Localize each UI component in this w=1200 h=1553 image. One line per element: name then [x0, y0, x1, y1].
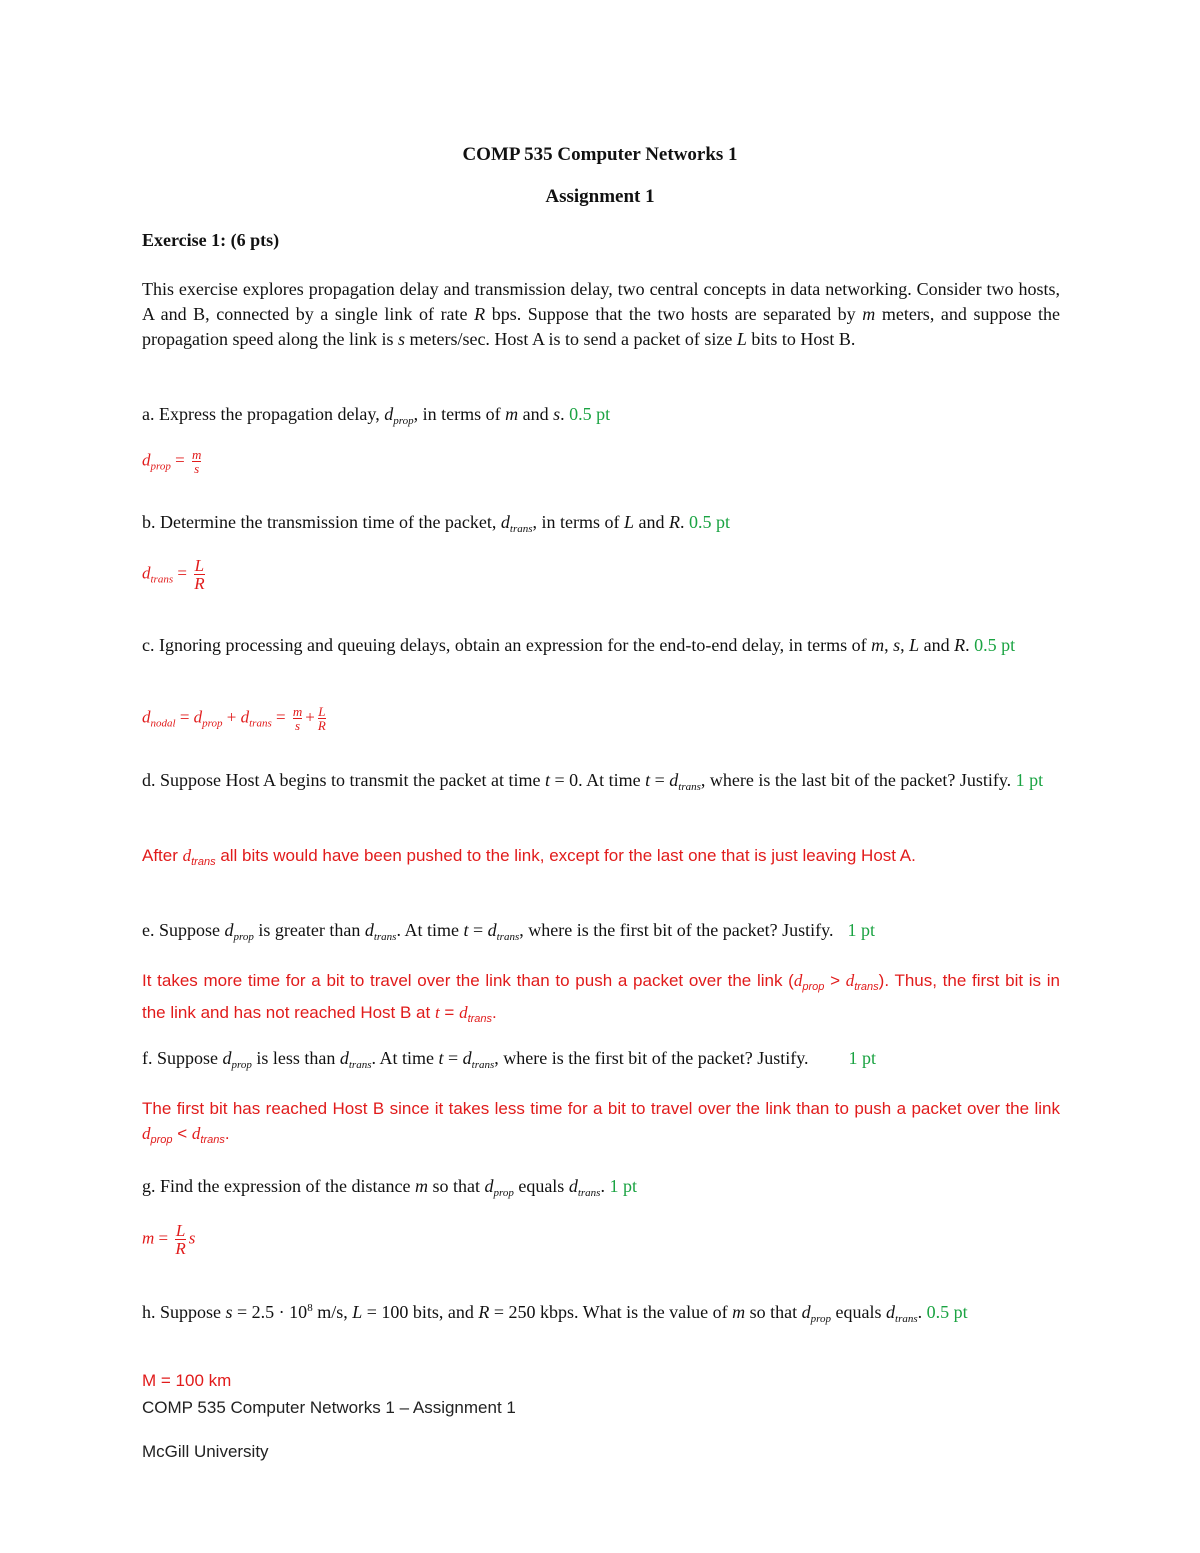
question-text: . — [917, 1302, 927, 1322]
fraction — [192, 448, 201, 475]
var-d: d — [484, 1176, 494, 1196]
fraction — [175, 1222, 185, 1257]
subscript: trans — [854, 981, 879, 993]
var-m: m — [414, 1176, 428, 1196]
question-text: so that — [427, 1176, 485, 1196]
question-text: . — [600, 1176, 610, 1196]
intro-text: bits to Host B. — [746, 329, 856, 349]
var-s: s — [893, 635, 901, 655]
subscript: prop — [150, 1134, 173, 1146]
var-s: s — [225, 1302, 233, 1322]
var-R: R — [478, 1302, 490, 1322]
var-d: d — [240, 707, 250, 727]
equals: = — [271, 707, 290, 727]
answer-a — [142, 448, 204, 475]
question-text: and — [634, 512, 670, 532]
answer-e — [142, 968, 1060, 1032]
question-f — [142, 1046, 1060, 1078]
var-d: d — [500, 512, 510, 532]
subscript: trans — [895, 1313, 918, 1325]
equals: = — [175, 707, 194, 727]
exponent: 8 — [307, 1302, 313, 1314]
question-text: c. Ignoring processing and queuing delays, obtain an expression for the end-to-end delay, in terms of — [142, 635, 872, 655]
var-L: L — [624, 512, 635, 532]
question-text: . At time — [396, 920, 464, 940]
intro-var-L: L — [736, 329, 747, 349]
var-t: t — [463, 920, 469, 940]
var-d: d — [487, 920, 497, 940]
var-d: d — [801, 1302, 811, 1322]
question-text: e. Suppose — [142, 920, 225, 940]
equals: = — [154, 1228, 173, 1248]
subscript: prop — [233, 931, 254, 943]
var-s: s — [188, 1228, 196, 1248]
numerator: m — [191, 447, 202, 462]
points-d: 1 pt — [1015, 770, 1044, 790]
var-d: d — [193, 707, 203, 727]
exercise-heading: Exercise 1: (6 pts) — [142, 230, 280, 250]
numerator: L — [175, 1221, 186, 1240]
question-text: is greater than — [253, 920, 365, 940]
intro-text: meters, and suppose the propagation speed along the link is — [142, 304, 1061, 349]
var-m: m — [505, 404, 519, 424]
question-h — [142, 1296, 1060, 1332]
intro-text: meters/sec. Host A is to send a packet of size — [404, 329, 737, 349]
question-text: , where is the first bit of the packet? Justify. — [494, 1048, 809, 1068]
answer-text: . — [224, 1124, 230, 1143]
question-text: . At time — [371, 1048, 439, 1068]
subscript: trans — [191, 856, 216, 868]
subscript: trans — [678, 781, 701, 793]
var-d: d — [384, 404, 394, 424]
question-text: , — [884, 635, 894, 655]
var-d: d — [191, 1124, 201, 1143]
question-text: = 250 kbps. What is the value of — [489, 1302, 733, 1322]
fraction — [293, 705, 302, 732]
question-text: = — [443, 1048, 463, 1068]
intro-var-s: s — [397, 329, 405, 349]
subscript: trans — [150, 573, 174, 586]
question-text: . — [965, 635, 975, 655]
subscript: trans — [373, 931, 397, 943]
document-subtitle: Assignment 1 — [545, 186, 655, 207]
denominator: s — [295, 718, 301, 733]
question-text: so that — [745, 1302, 802, 1322]
question-text: is less than — [251, 1048, 340, 1068]
var-d: d — [339, 1048, 349, 1068]
question-text: g. Find the expression of the distance — [142, 1176, 415, 1196]
question-text: b. Determine the transmission time of the packet, — [142, 512, 501, 532]
var-d: d — [222, 1048, 232, 1068]
var-t: t — [434, 1003, 440, 1022]
question-text: h. Suppose — [142, 1302, 226, 1322]
points-a: 0.5 pt — [569, 404, 611, 424]
answer-text: After — [142, 846, 183, 865]
points-g: 1 pt — [609, 1176, 637, 1196]
fraction — [318, 705, 326, 732]
question-g — [142, 1174, 1060, 1206]
numerator: L — [318, 704, 326, 719]
subscript: prop — [202, 717, 223, 730]
question-text: a. Express the propagation delay, — [142, 404, 385, 424]
question-c — [142, 633, 1060, 658]
var-d: d — [142, 1124, 151, 1143]
denominator: R — [194, 574, 205, 593]
var-d: d — [142, 450, 151, 470]
intro-text: This exercise explores propagation delay and transmission delay, two central concepts in data networking. Consider two hosts, A and B, connected by a single link of rate — [142, 279, 1060, 324]
footer-university: McGill University — [142, 1442, 269, 1461]
question-text: equals — [513, 1176, 569, 1196]
points-e: 1 pt — [847, 920, 876, 940]
question-text: equals — [831, 1302, 887, 1322]
question-text: f. Suppose — [142, 1048, 223, 1068]
document-title: COMP 535 Computer Networks 1 — [462, 144, 738, 165]
var-d: d — [459, 1003, 468, 1022]
var-L: L — [909, 635, 920, 655]
subscript: prop — [802, 981, 825, 993]
numerator: L — [194, 556, 205, 575]
answer-text: ). Thus, the first bit is in the link and has not reached Host B at — [142, 971, 1060, 1022]
question-text: . — [680, 512, 690, 532]
var-R: R — [669, 512, 681, 532]
var-d: d — [462, 1048, 472, 1068]
subscript: prop — [493, 1187, 514, 1199]
equals: = — [173, 563, 192, 583]
exercise-intro — [142, 277, 1060, 352]
greater-than: > — [824, 971, 846, 990]
points-h: 0.5 pt — [926, 1302, 968, 1322]
question-text: and — [518, 404, 554, 424]
question-text: , in terms of — [532, 512, 625, 532]
subscript: prop — [231, 1059, 252, 1071]
var-s: s — [553, 404, 561, 424]
question-a — [142, 402, 1060, 434]
var-d: d — [886, 1302, 896, 1322]
plus: + — [222, 707, 241, 727]
subscript: trans — [496, 931, 520, 943]
question-text: = 2.5 · 10 — [232, 1302, 308, 1322]
var-d: d — [364, 920, 374, 940]
var-m: m — [142, 1228, 155, 1248]
subscript: prop — [810, 1313, 832, 1325]
question-text: and — [919, 635, 955, 655]
subscript: trans — [467, 1013, 493, 1025]
denominator: s — [194, 461, 200, 476]
fraction — [194, 557, 204, 592]
intro-var-m: m — [862, 304, 876, 324]
answer-d — [142, 843, 1060, 875]
answer-g — [142, 1222, 195, 1257]
var-d: d — [142, 563, 151, 583]
plus: + — [305, 707, 315, 727]
question-text: d. Suppose Host A begins to transmit the packet at time — [142, 770, 545, 790]
answer-text: . — [492, 1003, 497, 1022]
var-d: d — [142, 707, 151, 727]
subscript: trans — [200, 1134, 225, 1146]
subscript: trans — [471, 1059, 495, 1071]
answer-h: M = 100 km — [142, 1371, 232, 1390]
subscript: trans — [348, 1059, 372, 1071]
var-d: d — [182, 846, 192, 865]
answer-text: all bits would have been pushed to the link, except for the last one that is just leaving Host A. — [215, 846, 916, 865]
subscript: trans — [509, 523, 533, 535]
subscript: trans — [577, 1187, 601, 1199]
question-text: , — [900, 635, 910, 655]
var-R: R — [954, 635, 966, 655]
var-d: d — [224, 920, 234, 940]
numerator: m — [292, 704, 303, 719]
answer-text: The first bit has reached Host B since it takes less time for a bit to travel over the link than to push a packet over the link — [142, 1099, 1060, 1118]
answer-c — [142, 705, 329, 732]
question-b — [142, 510, 1060, 542]
answer-text: It takes more time for a bit to travel over the link than to push a packet over the link ( — [142, 971, 794, 990]
subscript: prop — [393, 415, 414, 427]
var-d: d — [793, 971, 803, 990]
question-text: = 0. At time — [549, 770, 646, 790]
less-than: < — [172, 1124, 192, 1143]
answer-f — [142, 1096, 1060, 1153]
footer-course: COMP 535 Computer Networks 1 – Assignment 1 — [142, 1398, 516, 1417]
var-d: d — [568, 1176, 578, 1196]
points-c: 0.5 pt — [974, 635, 1016, 655]
var-t: t — [544, 770, 550, 790]
subscript: trans — [249, 717, 272, 730]
question-text: = 100 bits, and — [362, 1302, 479, 1322]
points-f: 1 pt — [848, 1048, 877, 1068]
denominator: R — [175, 1239, 186, 1258]
var-m: m — [732, 1302, 746, 1322]
question-text: . — [560, 404, 570, 424]
subscript: prop — [150, 460, 171, 473]
answer-b — [142, 557, 208, 592]
question-text: m/s, — [312, 1302, 353, 1322]
equals: = — [170, 450, 189, 470]
var-m: m — [871, 635, 885, 655]
question-e — [142, 918, 1060, 950]
intro-var-R: R — [474, 304, 486, 324]
denominator: R — [317, 718, 326, 733]
equals: = — [439, 1003, 460, 1022]
var-t: t — [438, 1048, 444, 1068]
var-L: L — [352, 1302, 363, 1322]
var-t: t — [645, 770, 651, 790]
question-text: , where is the first bit of the packet? Justify. — [519, 920, 834, 940]
var-d: d — [669, 770, 679, 790]
var-d: d — [845, 971, 855, 990]
intro-text: bps. Suppose that the two hosts are separated by — [485, 304, 863, 324]
question-text: = — [468, 920, 488, 940]
question-text: , in terms of — [413, 404, 506, 424]
question-d — [142, 768, 1060, 800]
question-text: = — [650, 770, 670, 790]
subscript: nodal — [150, 717, 176, 730]
question-text: , where is the last bit of the packet? Justify. — [700, 770, 1016, 790]
points-b: 0.5 pt — [689, 512, 731, 532]
